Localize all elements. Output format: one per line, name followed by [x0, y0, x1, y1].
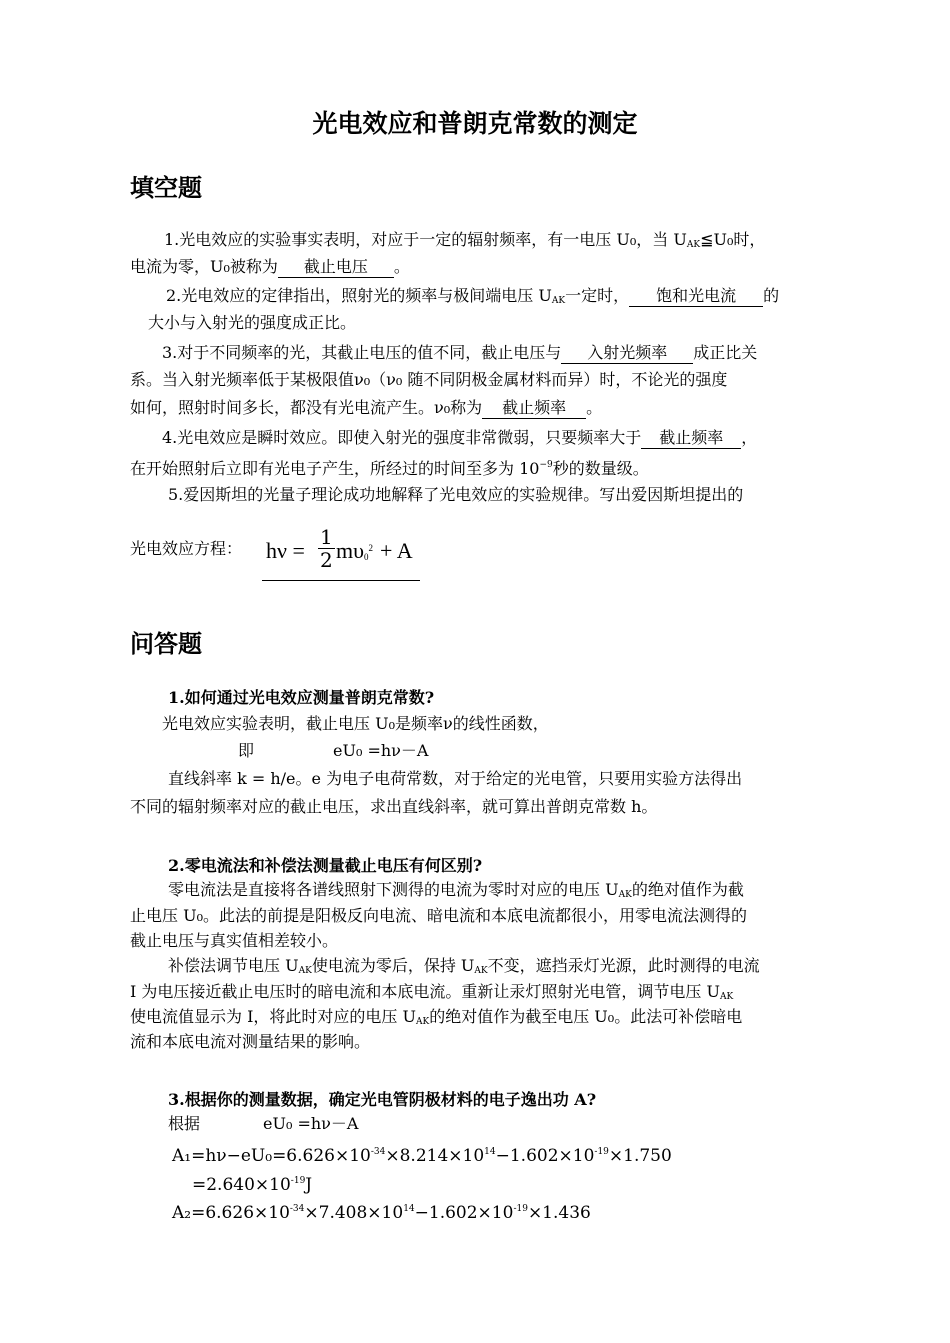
fill-q5-label: 光电效应方程： — [130, 539, 243, 558]
fill-q4-answer: 截止频率 — [641, 428, 741, 449]
equation-middle: $m\upsilon_0^2$ — [336, 538, 374, 563]
qa-q2-line2: 止电压 U₀。此法的前提是阳极反向电流、暗电流和本底电流都很小，用零电流法测得的 — [130, 906, 747, 925]
fill-q3-answer2: 截止频率 — [482, 398, 586, 419]
qa-q2-line5: I 为电压接近截止电压时的暗电流和本底电流。重新让汞灯照射光电管，调节电压 $U_{AK}$ — [130, 982, 734, 1002]
qa-q3-line1a: 根据 — [168, 1114, 201, 1133]
qa-q3-formula: eU₀ =hν－A — [263, 1114, 359, 1133]
fill-q3-answer: 入射光频率 — [561, 343, 693, 364]
qa-q3-line4: $A_2=6.626\times 10^{-34}\times 7.408\times 10^{14}-1.602\times 10^{-19}\times 1.436$ — [172, 1203, 591, 1223]
qa-q2-line6: 使电流值显示为 I，将此时对应的电压 $U_{AK}$的绝对值作为截至电压 U₀。此法可补偿暗电 — [130, 1007, 743, 1027]
section-heading-fill: 填空题 — [130, 173, 202, 202]
section-heading-qa: 问答题 — [130, 629, 202, 658]
qa-q2-line4: 补偿法调节电压 $U_{AK}$使电流为零后，保持 $U_{AK}$不变，遮挡汞灯光源，此时测得的电流 — [168, 956, 760, 976]
fill-q2-line2: 大小与入射光的强度成正比。 — [148, 313, 357, 332]
fill-q3-line3: 如何，照射时间多长，都没有光电流产生。ν₀称为 截止频率 。 — [130, 398, 603, 417]
fill-q2-line1: 2.光电效应的定律指出，照射光的频率与极间端电压 $U_{AK}$一定时， 饱和光电流 的 — [166, 286, 780, 306]
qa-q1-line1: 光电效应实验表明，截止电压 U₀是频率ν的线性函数， — [162, 714, 549, 733]
fill-q3-line1: 3.对于不同频率的光，其截止电压的值不同，截止电压与 入射光频率 成正比关 — [162, 343, 758, 362]
qa-q2-line7: 流和本底电流对测量结果的影响。 — [130, 1032, 371, 1051]
einstein-equation — [262, 526, 420, 581]
qa-q1-line4: 不同的辐射频率对应的截止电压，求出直线斜率，就可算出普朗克常数 h。 — [130, 797, 658, 816]
qa-q3-line3: $=2.640\times 10^{-19}J$ — [192, 1175, 313, 1195]
fill-q2-answer: 饱和光电流 — [629, 286, 763, 307]
qa-q1-title: 1.如何通过光电效应测量普朗克常数? — [168, 688, 435, 707]
qa-q1-line2a: 即 — [238, 741, 255, 760]
fill-q4-line2: 在开始照射后立即有光电子产生，所经过的时间至多为 $10^{-9}$秒的数量级。 — [130, 459, 649, 478]
page-title: 光电效应和普朗克常数的测定 — [312, 109, 638, 138]
qa-q3-line2: $A_1=h\nu-eU_0=6.626\times 10^{-34}\times 8.214\times 10^{14}-1.602\times 10^{-19}\times 1.750$ — [172, 1146, 672, 1166]
equation-right: + A — [380, 538, 413, 563]
qa-q1-formula: eU₀ =hν－A — [333, 741, 429, 760]
qa-q1-line3: 直线斜率 k = h/e。e 为电子电荷常数，对于给定的光电管，只要用实验方法得出 — [168, 769, 743, 788]
fill-q1-answer: 截止电压 — [278, 257, 394, 278]
equation-fraction: $\frac{1}{2}$ — [320, 525, 333, 572]
qa-q2-title: 2.零电流法和补偿法测量截止电压有何区别? — [168, 856, 483, 875]
qa-q2-line3: 截止电压与真实值相差较小。 — [130, 931, 339, 950]
fill-q1-line1: 1.光电效应的实验事实表明，对应于一定的辐射频率，有一电压 U₀，当 $U_{AK}≦U_0$时， — [164, 230, 766, 250]
equation-left: hν = — [266, 538, 305, 563]
fill-q4-line1: 4.光电效应是瞬时效应。即使入射光的强度非常微弱，只要频率大于 截止频率 ， — [162, 428, 758, 447]
qa-q2-line1: 零电流法是直接将各谱线照射下测得的电流为零时对应的电压 $U_{AK}$的绝对值作为截 — [168, 880, 744, 900]
qa-q3-title: 3.根据你的测量数据，确定光电管阴极材料的电子逸出功 A? — [168, 1090, 597, 1109]
fill-q3-line2: 系。当入射光频率低于某极限值ν₀（ν₀ 随不同阴极金属材料而异）时，不论光的强度 — [130, 370, 728, 389]
fill-q5-line1: 5.爱因斯坦的光量子理论成功地解释了光电效应的实验规律。写出爱因斯坦提出的 — [168, 485, 744, 504]
fill-q1-line2: 电流为零，U₀被称为 截止电压 。 — [130, 257, 410, 276]
